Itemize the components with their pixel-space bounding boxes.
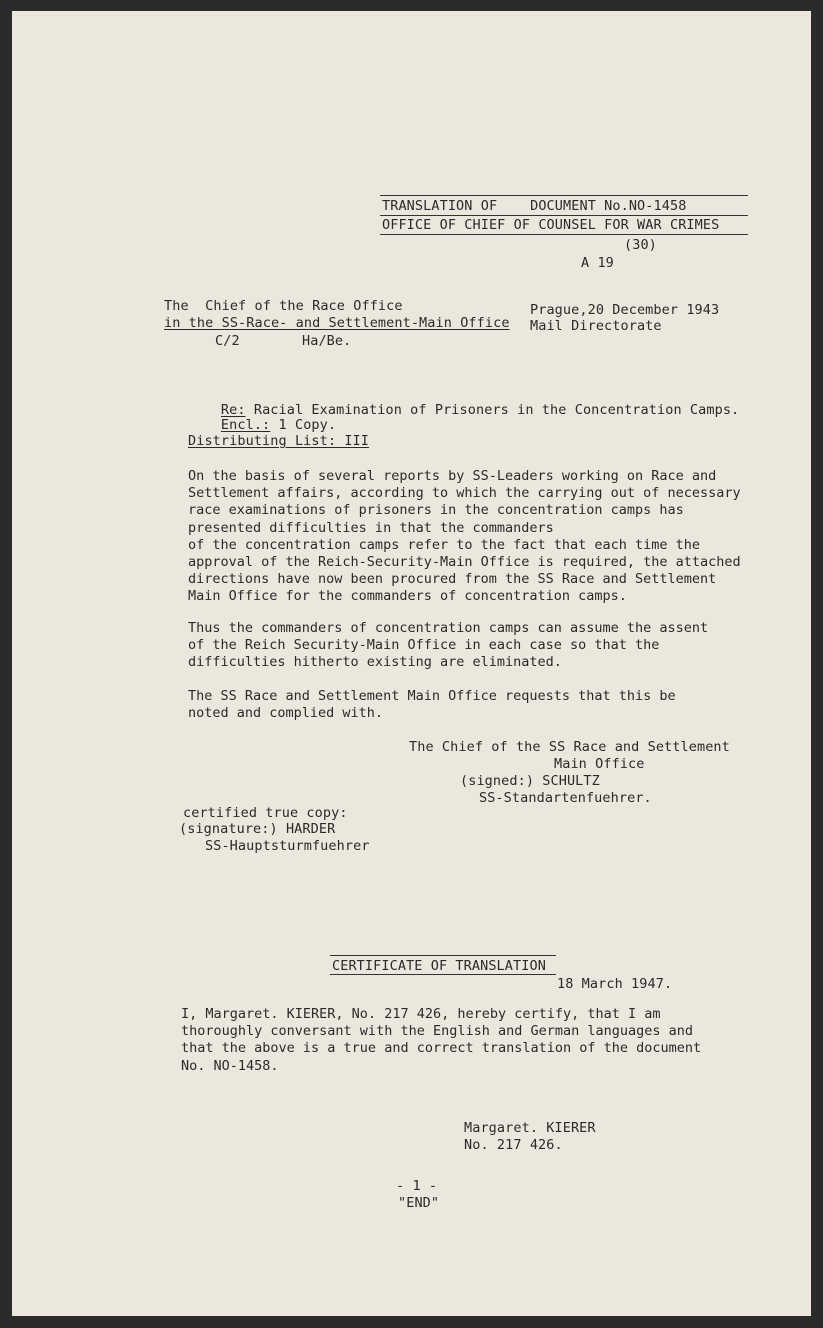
body-paragraph-3: [188, 688, 676, 722]
page-number: - 1 -: [396, 1178, 438, 1194]
paragraph-line: approval of the Reich-Security-Main Office is required, the attached: [188, 554, 741, 571]
certified-line-1: certified true copy:: [183, 805, 348, 821]
certified-line-2: (signature:) HARDER: [179, 821, 336, 837]
certificate-date: 18 March 1947.: [557, 976, 673, 992]
certificate-rule-top: [330, 955, 556, 956]
body-paragraph-2: [188, 620, 708, 672]
header-rule-middle: [380, 215, 748, 216]
place-date: Prague,20 December 1943: [530, 302, 720, 318]
certificate-line: thoroughly conversant with the English and German languages and: [181, 1023, 694, 1040]
paragraph-line: noted and complied with.: [188, 705, 384, 722]
header-line-2: OFFICE OF CHIEF OF COUNSEL FOR WAR CRIMES: [382, 217, 720, 233]
translator-name: Margaret. KIERER: [464, 1120, 596, 1136]
distribution-list: Distributing List: III: [188, 433, 370, 449]
certificate-line: No. NO-1458.: [181, 1057, 279, 1074]
header-rule-top: [380, 195, 748, 196]
sender-reference-1: C/2: [215, 333, 240, 349]
certified-line-3: SS-Hauptsturmfuehrer: [205, 838, 370, 854]
paragraph-line: presented difficulties in that the commanders: [188, 519, 554, 536]
paragraph-line: The SS Race and Settlement Main Office requests that this be: [188, 688, 676, 704]
folio-number: A 19: [581, 255, 614, 271]
certificate-rule-bottom: [330, 974, 556, 975]
paragraph-line: Main Office for the commanders of concentration camps.: [188, 588, 627, 605]
paragraph-line: of the Reich Security-Main Office in each case so that the: [188, 637, 660, 654]
translator-number: No. 217 426.: [464, 1137, 563, 1153]
signature-line-2: Main Office: [554, 756, 645, 772]
paragraph-line: directions have now been procured from the SS Race and Settlement: [188, 571, 717, 588]
enclosure-label: Encl.:: [220, 417, 271, 433]
document-page: [12, 11, 811, 1316]
signature-line-3: (signed:) SCHULTZ: [460, 773, 600, 789]
certificate-line: that the above is a true and correct translation of the document: [181, 1040, 702, 1057]
certificate-line: I, Margaret. KIERER, No. 217 426, hereby certify, that I am: [181, 1006, 661, 1022]
enclosure-text: 1 Copy.: [270, 417, 337, 433]
sender-line-1: The Chief of the Race Office: [164, 298, 403, 314]
paragraph-line: race examinations of prisoners in the concentration camps has: [188, 502, 684, 519]
paragraph-line: On the basis of several reports by SS-Leaders working on Race and: [188, 468, 717, 484]
body-paragraph-1: [188, 468, 741, 606]
end-marker: "END": [398, 1195, 440, 1211]
header-rule-bottom: [380, 234, 748, 235]
paragraph-line: difficulties hitherto existing are eliminated.: [188, 654, 562, 671]
page-reference: (30): [624, 237, 657, 253]
sender-reference-2: Ha/Be.: [302, 333, 352, 349]
paragraph-line: of the concentration camps refer to the fact that each time the: [188, 536, 701, 553]
signature-line-4: SS-Standartenfuehrer.: [479, 790, 652, 806]
paragraph-line: Settlement affairs, according to which the carrying out of necessary: [188, 485, 741, 502]
signature-line-1: The Chief of the SS Race and Settlement: [409, 739, 730, 755]
certificate-text: [181, 1006, 701, 1075]
mail-directorate: Mail Directorate: [530, 318, 662, 334]
certificate-title: CERTIFICATE OF TRANSLATION: [332, 958, 546, 974]
paragraph-line: Thus the commanders of concentration camps can assume the assent: [188, 620, 709, 636]
subject-label: Re:: [220, 402, 246, 418]
header-line-1: TRANSLATION OF DOCUMENT No.NO-1458: [382, 198, 687, 214]
subject-text: Racial Examination of Prisoners in the Concentration Camps.: [245, 402, 740, 418]
sender-line-2: in the SS-Race- and Settlement-Main Office: [164, 315, 510, 331]
